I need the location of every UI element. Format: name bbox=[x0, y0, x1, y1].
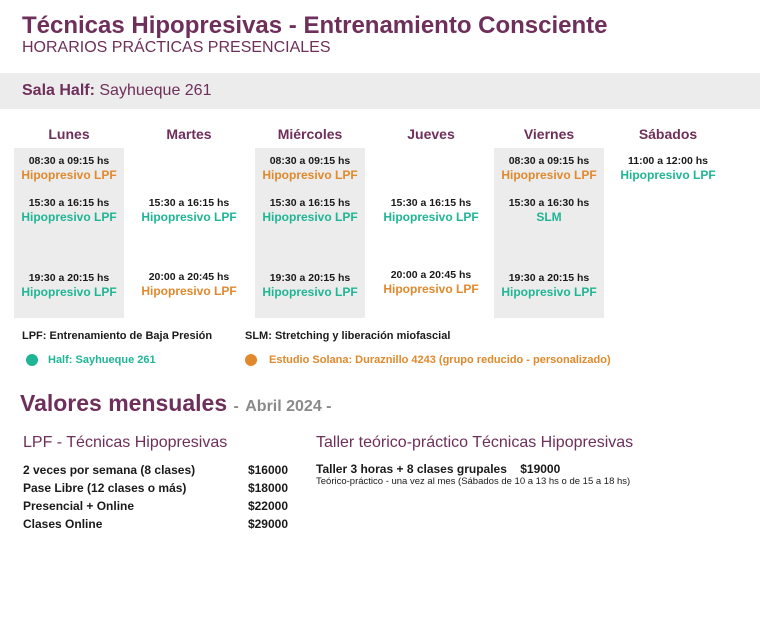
page-subtitle: HORARIOS PRÁCTICAS PRESENCIALES bbox=[22, 39, 331, 56]
class-slot bbox=[369, 197, 493, 224]
day-header: Lunes bbox=[48, 126, 90, 142]
slot-time: 15:30 a 16:15 hs bbox=[390, 197, 472, 209]
slot-time: 19:30 a 20:15 hs bbox=[508, 272, 590, 284]
slot-class: Hipopresivo LPF bbox=[21, 168, 117, 182]
solana-dot-icon bbox=[245, 354, 257, 366]
price-value: $22000 bbox=[247, 499, 288, 513]
price-value: $18000 bbox=[247, 481, 288, 495]
class-slot bbox=[7, 272, 131, 299]
taller-price-row bbox=[316, 462, 560, 476]
slot-time: 15:30 a 16:30 hs bbox=[508, 197, 590, 209]
class-slot bbox=[606, 155, 730, 182]
lpf-abbreviation: LPF: Entrenamiento de Baja Presión bbox=[22, 330, 213, 342]
class-slot bbox=[487, 155, 611, 182]
day-header: Jueves bbox=[407, 126, 455, 142]
slot-time: 08:30 a 09:15 hs bbox=[269, 155, 351, 167]
slot-class: Hipopresivo LPF bbox=[620, 168, 716, 182]
slot-class: Hipopresivo LPF bbox=[383, 210, 479, 224]
class-slot bbox=[7, 197, 131, 224]
price-label: 2 veces por semana (8 clases) bbox=[23, 463, 196, 477]
slot-class: SLM bbox=[536, 210, 562, 224]
valores-date: Abril 2024 - bbox=[245, 398, 332, 415]
class-slot bbox=[127, 197, 251, 224]
class-slot bbox=[369, 269, 493, 296]
slot-time: 15:30 a 16:15 hs bbox=[269, 197, 351, 209]
slot-class: Hipopresivo LPF bbox=[262, 210, 358, 224]
price-value: $16000 bbox=[247, 463, 288, 477]
sala-address: Sayhueque 261 bbox=[99, 82, 212, 99]
slot-class: Hipopresivo LPF bbox=[262, 168, 358, 182]
class-slot bbox=[487, 272, 611, 299]
class-slot bbox=[248, 272, 372, 299]
price-value: $29000 bbox=[247, 517, 288, 531]
day-header: Sábados bbox=[638, 126, 698, 142]
slot-time: 19:30 a 20:15 hs bbox=[28, 272, 110, 284]
sala-label: Sala Half: bbox=[22, 82, 95, 99]
sala-bar bbox=[0, 73, 760, 109]
price-label: Clases Online bbox=[23, 517, 103, 531]
lpf-prices-title: LPF - Técnicas Hipopresivas bbox=[23, 434, 228, 451]
slot-time: 11:00 a 12:00 hs bbox=[628, 155, 708, 167]
slot-class: Hipopresivo LPF bbox=[21, 285, 117, 299]
slot-time: 15:30 a 16:15 hs bbox=[28, 197, 110, 209]
solana-location: Estudio Solana: Duraznillo 4243 (grupo reducido - personalizado) bbox=[269, 354, 611, 366]
slot-class: Hipopresivo LPF bbox=[383, 282, 479, 296]
slot-time: 20:00 a 20:45 hs bbox=[148, 271, 230, 283]
slot-time: 15:30 a 16:15 hs bbox=[148, 197, 230, 209]
slot-time: 20:00 a 20:45 hs bbox=[390, 269, 472, 281]
slot-class: Hipopresivo LPF bbox=[141, 210, 237, 224]
price-label: Pase Libre (12 clases o más) bbox=[23, 481, 187, 495]
price-label: Presencial + Online bbox=[23, 499, 135, 513]
class-slot bbox=[487, 197, 611, 224]
slm-abbreviation: SLM: Stretching y liberación miofascial bbox=[245, 330, 451, 342]
half-location: Half: Sayhueque 261 bbox=[48, 354, 156, 366]
slot-class: Hipopresivo LPF bbox=[262, 285, 358, 299]
sala-heading bbox=[22, 82, 211, 100]
day-header: Miércoles bbox=[277, 126, 343, 142]
slot-time: 08:30 a 09:15 hs bbox=[508, 155, 590, 167]
day-header: Viernes bbox=[523, 126, 575, 142]
taller-price: $19000 bbox=[520, 462, 561, 476]
class-slot bbox=[248, 155, 372, 182]
page-title: Técnicas Hipopresivas - Entrenamiento Consciente bbox=[22, 12, 608, 39]
taller-note: Teórico-práctico - una vez al mes (Sábados de 10 a 13 hs o de 15 a 18 hs) bbox=[316, 476, 631, 487]
half-dot-icon bbox=[26, 354, 38, 366]
slot-class: Hipopresivo LPF bbox=[141, 284, 237, 298]
valores-separator: - bbox=[233, 398, 239, 415]
valores-title: Valores mensuales bbox=[20, 390, 228, 416]
slot-class: Hipopresivo LPF bbox=[21, 210, 117, 224]
valores-heading bbox=[20, 390, 332, 417]
class-slot bbox=[7, 155, 131, 182]
taller-label: Taller 3 horas + 8 clases grupales bbox=[316, 462, 507, 476]
slot-time: 19:30 a 20:15 hs bbox=[269, 272, 351, 284]
day-header: Martes bbox=[166, 126, 212, 142]
class-slot bbox=[127, 271, 251, 298]
taller-title: Taller teórico-práctico Técnicas Hipopresivas bbox=[316, 434, 634, 451]
slot-time: 08:30 a 09:15 hs bbox=[28, 155, 110, 167]
slot-class: Hipopresivo LPF bbox=[501, 285, 597, 299]
class-slot bbox=[248, 197, 372, 224]
slot-class: Hipopresivo LPF bbox=[501, 168, 597, 182]
